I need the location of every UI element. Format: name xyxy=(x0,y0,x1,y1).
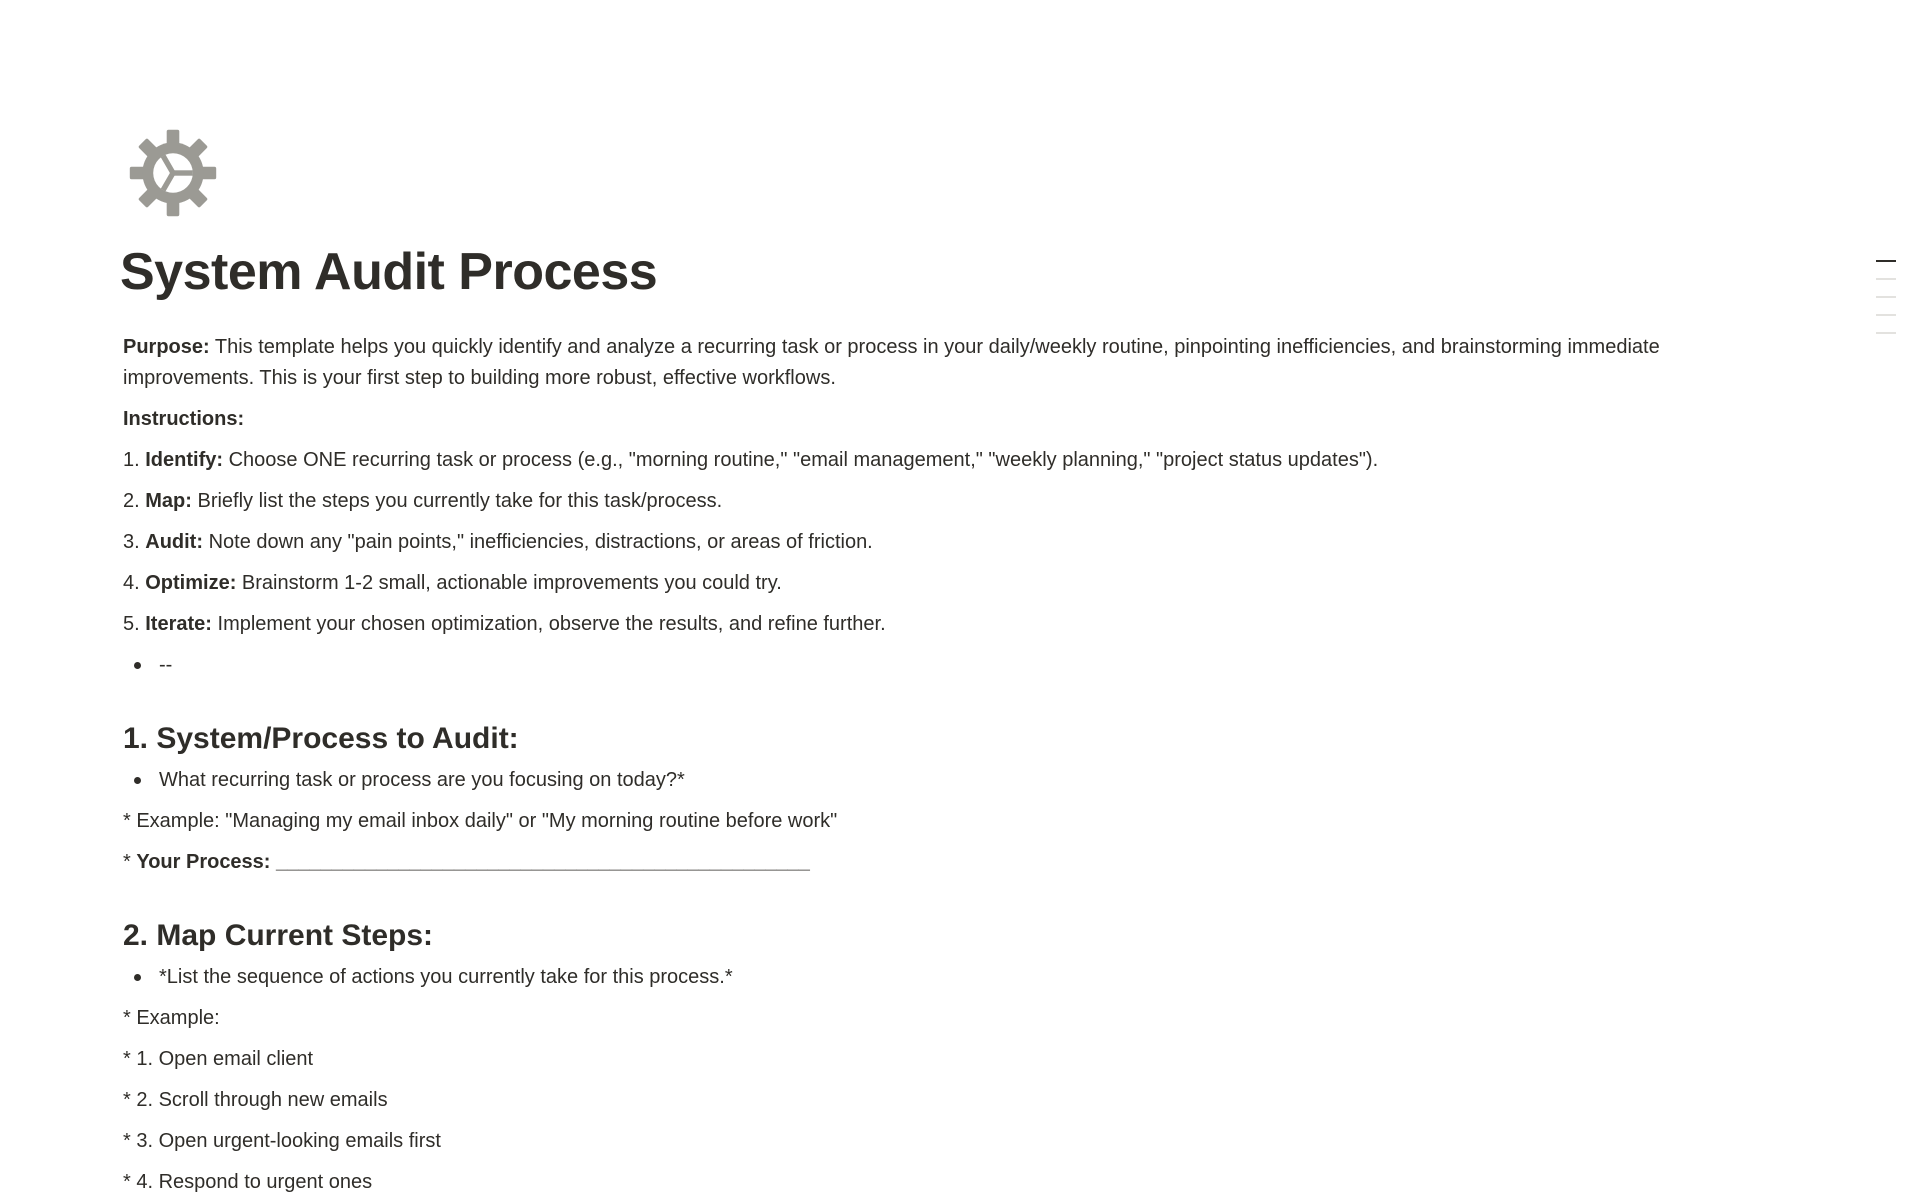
outline-item[interactable] xyxy=(1876,278,1896,280)
step-number: 4. xyxy=(123,572,146,594)
instruction-step[interactable] xyxy=(123,609,1743,640)
example-line[interactable]: * Example: "Managing my email inbox daily" or "My morning routine before work" xyxy=(123,810,838,832)
step-text: Implement your chosen optimization, observe the results, and refine further. xyxy=(211,613,886,635)
list-item[interactable] xyxy=(123,765,1743,796)
your-process-label: Your Process: xyxy=(136,851,271,873)
example-step-line[interactable]: * 4. Respond to urgent ones xyxy=(123,1171,373,1193)
bullet-dot-icon xyxy=(134,974,141,981)
your-process-line[interactable] xyxy=(123,847,1743,878)
step-number: 5. xyxy=(123,613,146,635)
list-item-text: What recurring task or process are you focusing on today?* xyxy=(159,769,685,791)
outline-item[interactable] xyxy=(1876,296,1896,298)
example-step-line[interactable]: * 1. Open email client xyxy=(123,1048,314,1070)
example-step-line[interactable]: * Example: xyxy=(123,1007,220,1029)
gear-icon[interactable] xyxy=(128,128,218,218)
step-label: Optimize: xyxy=(145,572,237,594)
purpose-text: This template helps you quickly identify and analyze a recurring task or process in your daily/weekly routine, pinpointing inefficiencies, and brainstorming immediate improvements. This is your first step to building more robust, effective workflows. xyxy=(123,336,1660,389)
asterisk: * xyxy=(123,851,137,873)
example-step-line[interactable]: * 2. Scroll through new emails xyxy=(123,1089,388,1111)
list-item[interactable] xyxy=(123,650,1743,681)
bullet-dot-icon xyxy=(134,662,141,669)
step-text: Briefly list the steps you currently take for this task/process. xyxy=(191,490,723,512)
instruction-step[interactable] xyxy=(123,445,1743,476)
step-text: Brainstorm 1-2 small, actionable improvements you could try. xyxy=(236,572,782,594)
instructions-label: Instructions: xyxy=(123,408,245,430)
step-text: Choose ONE recurring task or process (e.g., "morning routine," "email management," "weekly planning," "project status updates"). xyxy=(223,449,1379,471)
section-heading-system-process[interactable]: 1. System/Process to Audit: xyxy=(123,722,519,755)
example-step-line[interactable]: * 3. Open urgent-looking emails first xyxy=(123,1130,441,1152)
page-title[interactable]: System Audit Process xyxy=(120,243,658,301)
step-label: Iterate: xyxy=(145,613,212,635)
outline-item[interactable] xyxy=(1876,332,1896,334)
instruction-step[interactable] xyxy=(123,486,1743,517)
step-label: Identify: xyxy=(145,449,224,471)
step-text: Note down any "pain points," inefficiencies, distractions, or areas of friction. xyxy=(203,531,873,553)
bullet-dot-icon xyxy=(134,777,141,784)
purpose-label: Purpose: xyxy=(123,336,210,358)
outline-item[interactable] xyxy=(1876,260,1896,262)
page-body xyxy=(123,332,1743,1198)
list-item[interactable] xyxy=(123,962,1743,993)
instruction-step[interactable] xyxy=(123,527,1743,558)
section-heading-map-steps[interactable]: 2. Map Current Steps: xyxy=(123,919,434,952)
step-number: 2. xyxy=(123,490,146,512)
instruction-step[interactable] xyxy=(123,568,1743,599)
outline-item[interactable] xyxy=(1876,314,1896,316)
list-item-text: *List the sequence of actions you currently take for this process.* xyxy=(159,966,733,988)
purpose-paragraph[interactable] xyxy=(123,332,1743,394)
step-label: Audit: xyxy=(145,531,204,553)
step-number: 1. xyxy=(123,449,146,471)
instructions-heading[interactable] xyxy=(123,404,1743,435)
list-item-text: -- xyxy=(159,654,173,676)
step-number: 3. xyxy=(123,531,146,553)
table-of-contents-outline xyxy=(1876,260,1896,350)
step-label: Map: xyxy=(145,490,192,512)
your-process-blank: ________________________________________________ xyxy=(270,851,810,873)
